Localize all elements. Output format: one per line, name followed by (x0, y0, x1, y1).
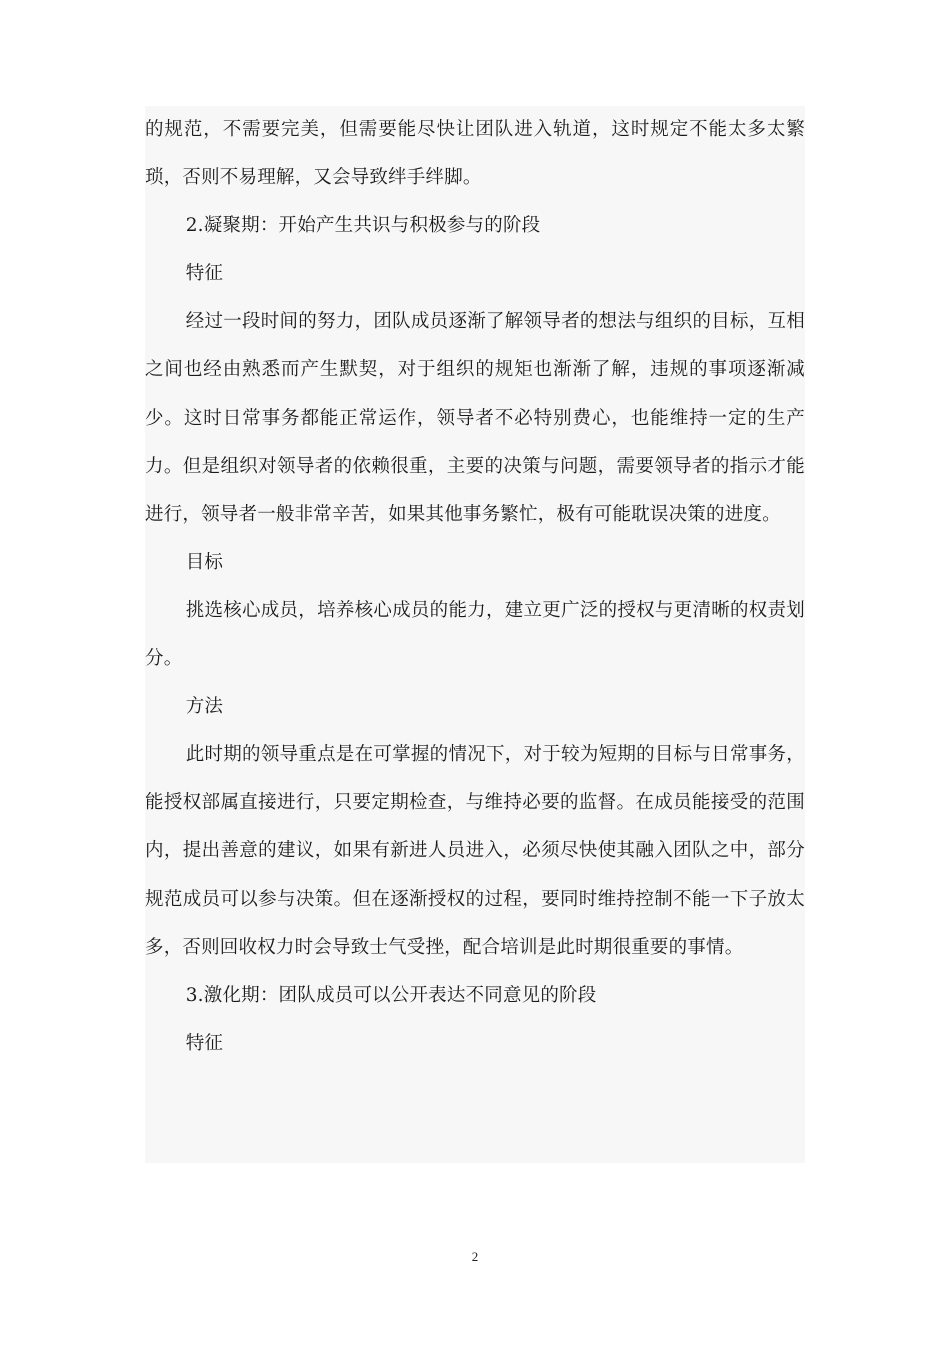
paragraph-methods-body: 此时期的领导重点是在可掌握的情况下，对于较为短期的目标与日常事务，能授权部属直接进行，只要定期检查，与维持必要的监督。在成员能接受的范围内，提出善意的建议，如果有新进人员进入，必须尽快使其融入团队之中，部分规范成员可以参与决策。但在逐渐授权的过程，要同时维持控制不能一下子放太多，否则回收权力时会导致士气受挫，配合培训是此时期很重要的事情。 (145, 744, 805, 958)
subheading-methods: 方法 (185, 696, 224, 718)
subheading-features: 特征 (185, 263, 224, 285)
paragraph-goals-body: 挑选核心成员，培养核心成员的能力，建立更广泛的授权与更清晰的权责划分。 (145, 599, 805, 670)
section-heading-cohesion-stage: 2.凝聚期：开始产生共识与积极参与的阶段 (185, 215, 541, 237)
document-body (145, 106, 805, 1163)
page-number: 2 (471, 1249, 479, 1264)
subheading-goals: 目标 (185, 551, 224, 573)
subheading-features-2: 特征 (185, 1032, 224, 1054)
paragraph-features-body: 经过一段时间的努力，团队成员逐渐了解领导者的想法与组织的目标，互相之间也经由熟悉而产生默契，对于组织的规矩也渐渐了解，违规的事项逐渐减少。这时日常事务都能正常运作，领导者不必特别费心，也能维持一定的生产力。但是组织对领导者的依赖很重，主要的决策与问题，需要领导者的指示才能进行，领导者一般非常辛苦，如果其他事务繁忙，极有可能耽误决策的进度。 (145, 311, 805, 525)
section-heading-intensification-stage: 3.激化期：团队成员可以公开表达不同意见的阶段 (185, 984, 597, 1006)
paragraph-continuation: 的规范，不需要完美，但需要能尽快让团队进入轨道，这时规定不能太多太繁琐，否则不易理解，又会导致绊手绊脚。 (145, 119, 805, 189)
